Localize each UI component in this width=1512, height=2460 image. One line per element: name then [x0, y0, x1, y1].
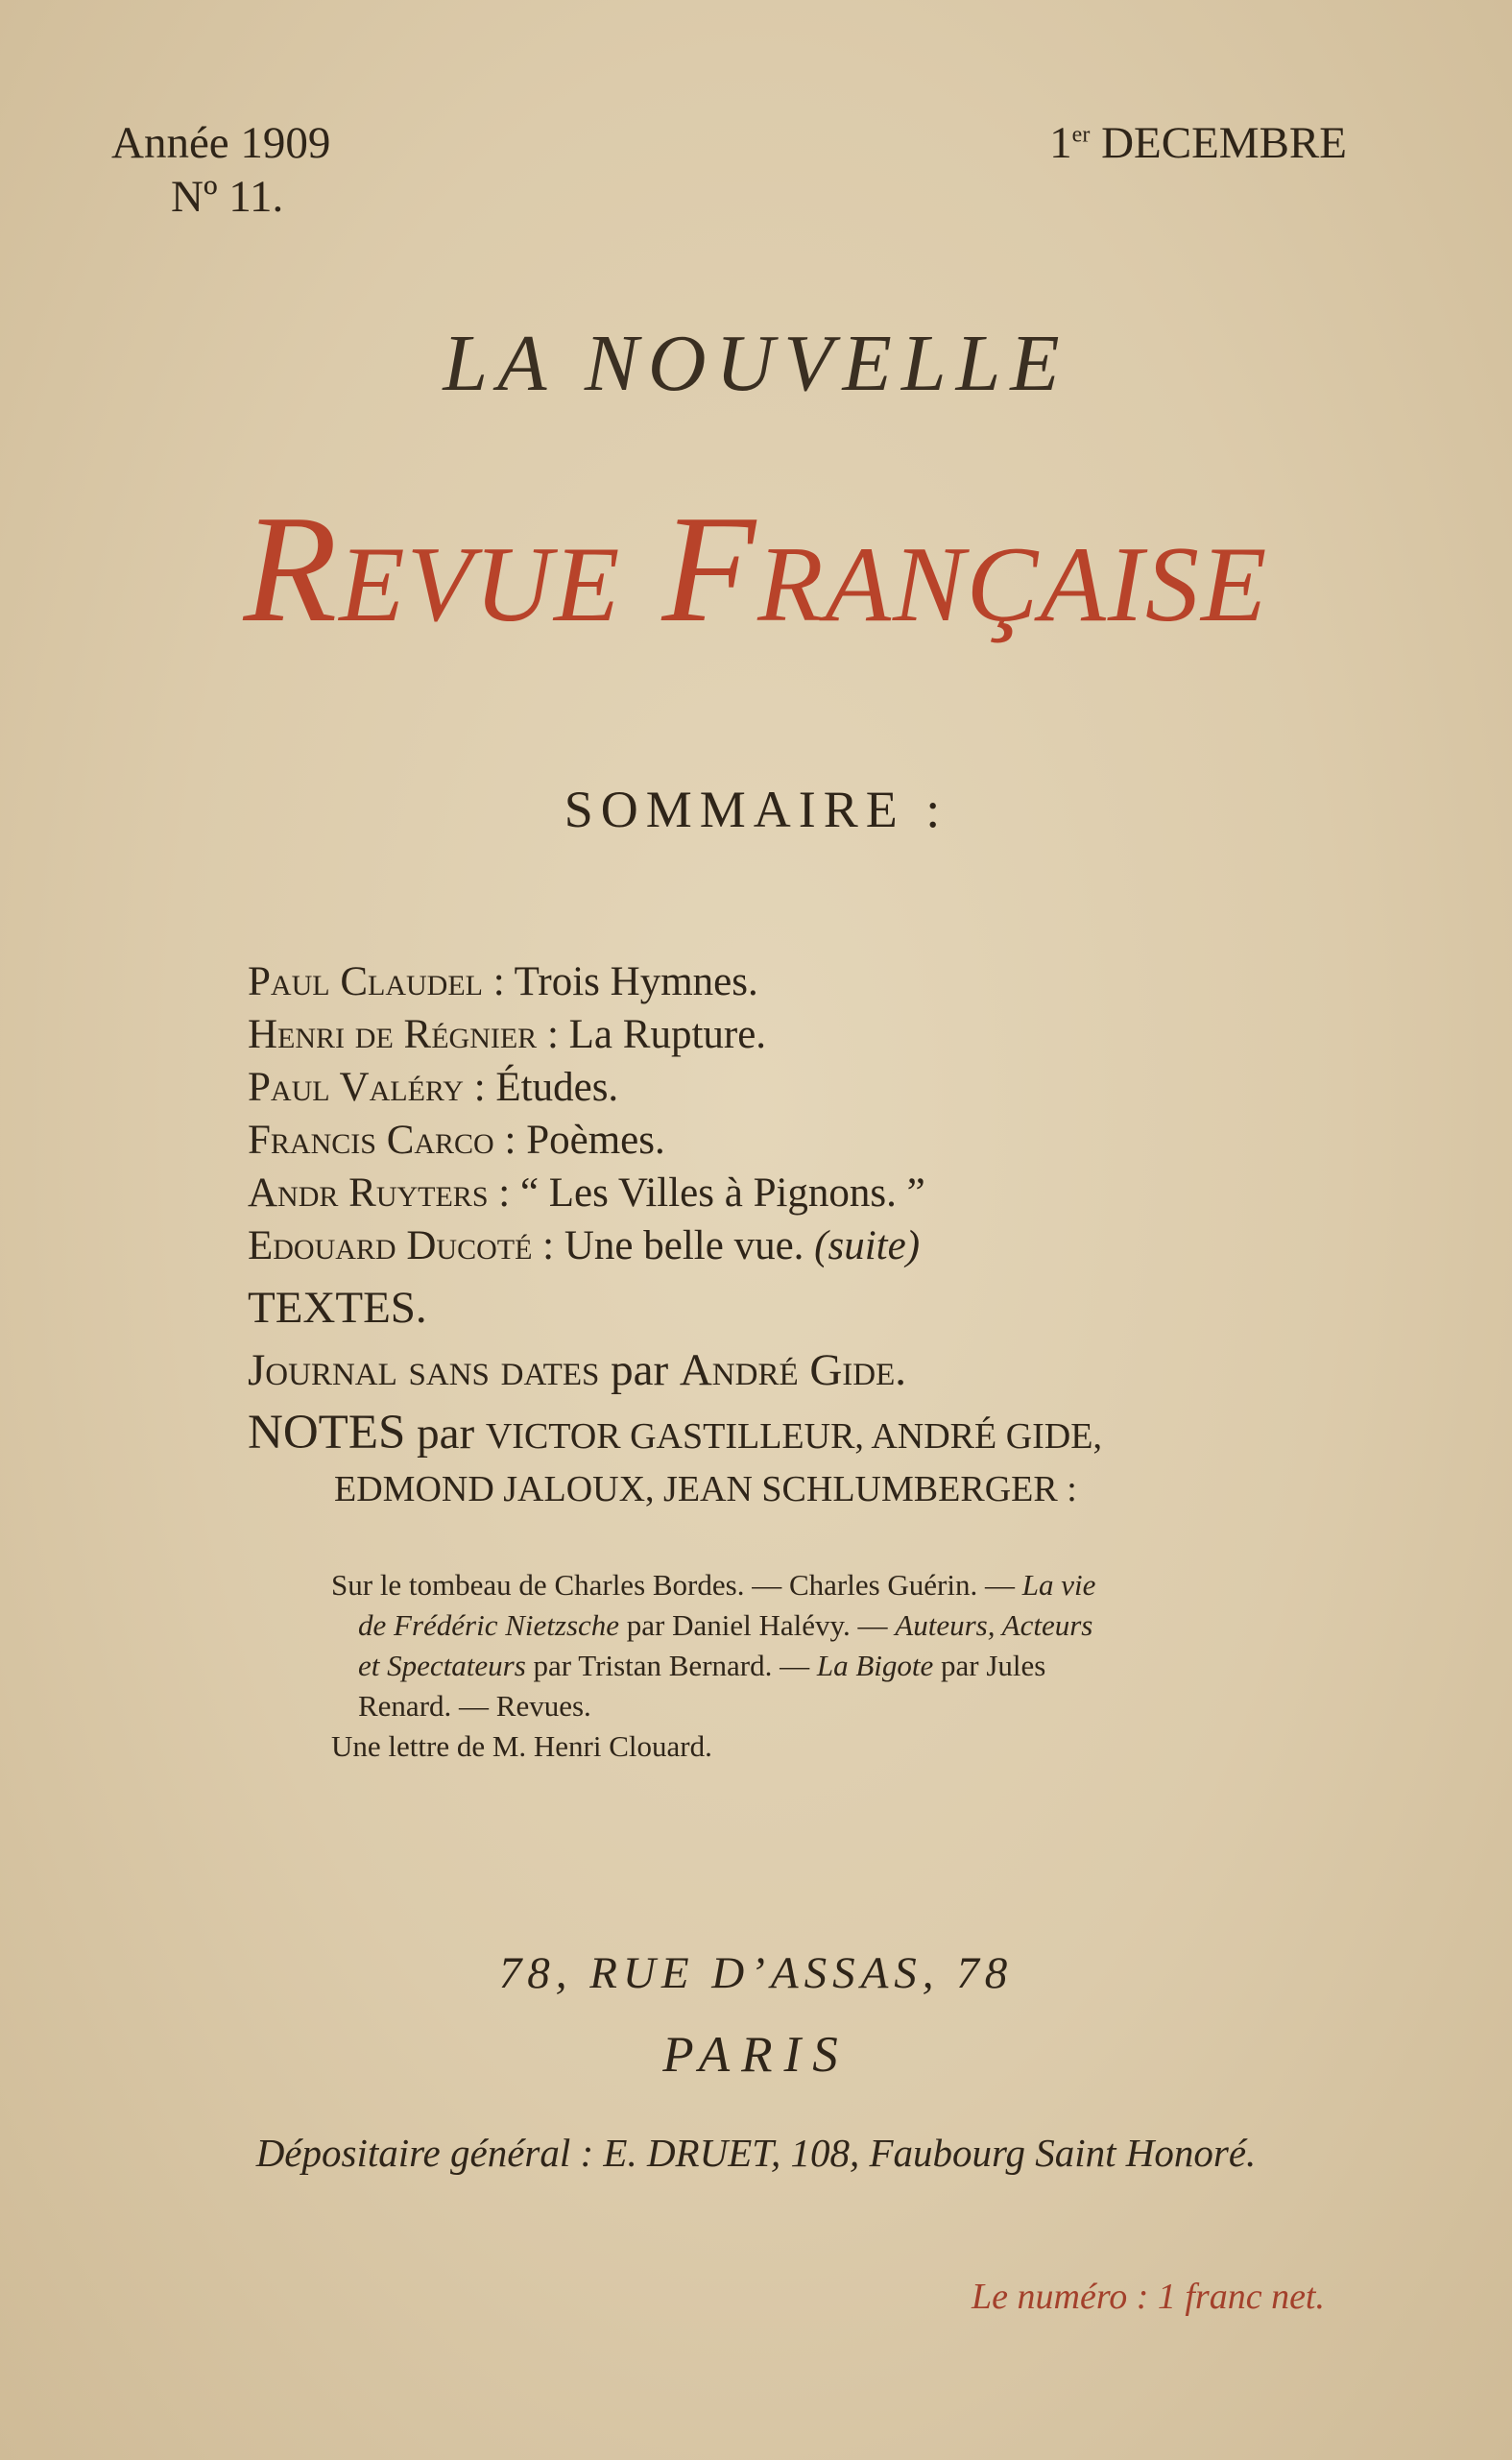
notes-title: La vie	[1021, 1568, 1096, 1602]
masthead-top: LA NOUVELLE	[443, 319, 1069, 408]
journal-entry	[248, 1344, 1102, 1397]
notes-authors-line1: VICTOR GASTILLEUR, ANDRÉ GIDE,	[485, 1416, 1102, 1457]
notes-detail-line: Renard. — Revues.	[358, 1689, 591, 1723]
toc-work: Trois Hymnes.	[514, 959, 758, 1004]
notes-by: par	[417, 1409, 475, 1459]
toc-author: Paul Valéry	[248, 1065, 464, 1110]
toc-entry: Henri de Régnier : La Rupture.	[248, 1012, 767, 1057]
notes-title: La Bigote	[816, 1649, 934, 1682]
toc-author: Paul Claudel	[248, 959, 483, 1004]
textes-heading: TEXTES.	[248, 1283, 427, 1333]
toc-work: “ Les Villes à Pignons. ”	[519, 1170, 925, 1216]
notes-title: et Spectateurs	[358, 1649, 526, 1682]
toc-work: Études.	[495, 1065, 619, 1110]
toc-work: La Rupture.	[568, 1012, 767, 1057]
sommaire-heading: SOMMAIRE :	[564, 781, 948, 838]
toc-entry: Francis Carco : Poèmes.	[248, 1118, 665, 1163]
notes-entry	[248, 1407, 1102, 1463]
notes-detail-line	[331, 1565, 1205, 1605]
toc-entry: Paul Claudel : Trois Hymnes.	[248, 959, 758, 1004]
notes-detail-line	[331, 1605, 1205, 1646]
notes-text: par Daniel Halévy. —	[626, 1608, 888, 1642]
notes-title: de Frédéric Nietzsche	[358, 1608, 620, 1642]
notes-text: Sur le tombeau de Charles Bordes. — Charles Guérin. —	[331, 1568, 1015, 1602]
toc-author: Edouard Ducoté	[248, 1223, 533, 1268]
issue-date	[1049, 117, 1347, 169]
publisher-address: 78, RUE D’ASSAS, 78	[498, 1948, 1014, 1998]
date-day-suffix: er	[1071, 122, 1091, 148]
year-label: Année 1909	[111, 118, 331, 168]
journal-author: André Gide.	[679, 1345, 907, 1395]
toc-work-note: (suite)	[814, 1223, 921, 1268]
table-of-contents	[248, 955, 1102, 1516]
masthead-title: Revue Française	[243, 483, 1269, 654]
toc-author: Andr Ruyters	[248, 1170, 489, 1216]
notes-detail-line: Une lettre de M. Henri Clouard.	[331, 1729, 712, 1763]
toc-entry: Andr Ruyters : “ Les Villes à Pignons. ”	[248, 1170, 925, 1216]
toc-author: Francis Carco	[248, 1118, 494, 1163]
notes-detail-line	[331, 1646, 1205, 1686]
notes-label: NOTES	[248, 1406, 406, 1459]
toc-work: Poèmes.	[526, 1118, 665, 1163]
notes-text: par Tristan Bernard. —	[533, 1649, 810, 1682]
notes-authors-line2: EDMOND JALOUX, JEAN SCHLUMBERGER :	[334, 1469, 1077, 1509]
toc-entry: Edouard Ducoté : Une belle vue. (suite)	[248, 1223, 921, 1268]
toc-work: Une belle vue.	[564, 1223, 804, 1268]
issue-number: Nº 11.	[171, 172, 284, 222]
depositaire-line: Dépositaire général : E. DRUET, 108, Faubourg Saint Honoré.	[255, 2131, 1257, 2175]
notes-detail	[331, 1565, 1205, 1767]
journal-by: par	[611, 1345, 669, 1395]
date-day: 1	[1049, 118, 1072, 168]
toc-author: Henri de Régnier	[248, 1012, 538, 1057]
journal-title: Journal sans dates	[248, 1345, 600, 1395]
notes-text: par Jules	[941, 1649, 1046, 1682]
price-label: Le numéro : 1 franc net.	[972, 2277, 1325, 2317]
toc-entry: Paul Valéry : Études.	[248, 1065, 619, 1110]
date-month: DECEMBRE	[1101, 118, 1347, 168]
notes-title: Auteurs, Acteurs	[895, 1608, 1093, 1642]
publisher-city: PARIS	[662, 2027, 850, 2083]
